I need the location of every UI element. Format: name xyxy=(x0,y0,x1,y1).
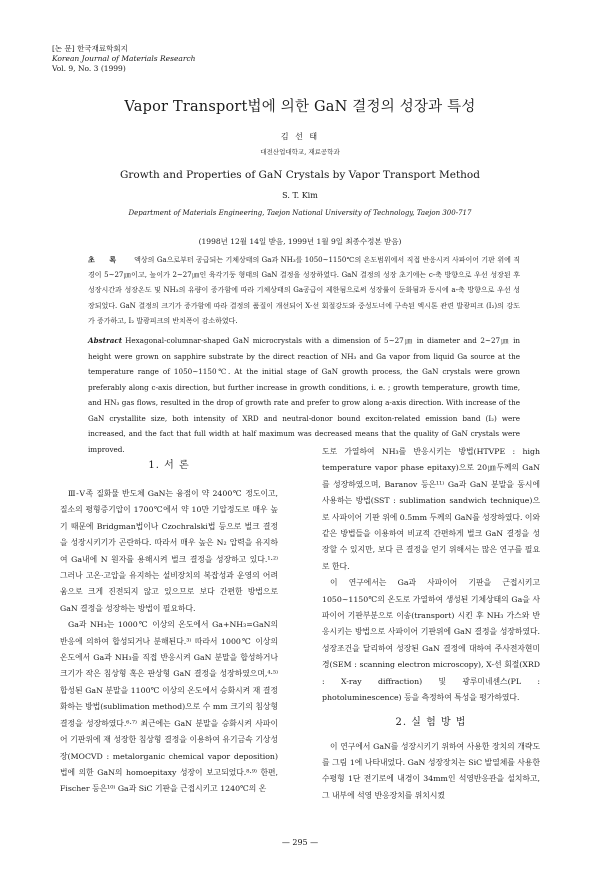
paper-title-ko: Vapor Transport법에 의한 GaN 결정의 성장과 특성 xyxy=(124,99,476,115)
section-heading-methods: 2. 실 험 방 법 xyxy=(395,716,467,728)
journal-name-ko: [논 문] 한국재료학회지 xyxy=(52,44,128,53)
journal-name-en: Korean Journal of Materials Research xyxy=(52,54,196,63)
abstract-ko-label: 초 록 xyxy=(88,255,123,264)
page-number: — 295 — xyxy=(281,838,319,847)
abstract-en-label: Abstract xyxy=(88,336,123,345)
abstract-en xyxy=(88,333,520,457)
body-paragraph: Ga과 NH₃는 1000℃ 이상의 온도에서 Ga+NH₃=GaN의 반응에 의하여 합성되거나 분해된다.³⁾ 따라서 1000℃ 이상의 온도에서 Ga과 NH₃를 직접 반응시켜 GaN 분말을 합성하거나 크기가 작은 침상형 혹은 판상형 GaN 결정을 성장하였으며,⁴·⁵⁾ 합성된 GaN 분말을 1100℃ 이상의 온도에서 승화시켜 재 결정화하는 방법(sublimation method)으로 수 mm 크기의 침상형 결정을 성장하였다.⁶·⁷⁾ 최근에는 GaN 분말을 승화시켜 사파이어 기판위에 재 성장한 침상형 결정을 이용하여 유기금속 기상성장(MOCVD : metalorganic chemical vapor deposition)법에 의한 GaN의 homoepitaxy 성장이 보고되었다.⁸·⁹⁾ 한편, Fischer 등은¹⁰⁾ Ga과 SiC 기판을 근접시키고 1240℃의 온 xyxy=(60,620,278,794)
author-ko: 김 선 태 xyxy=(280,132,320,141)
body-paragraph: 이 연구에서 GaN를 성장시키기 위하여 사용한 장치의 개략도를 그림 1에 나타내었다. GaN 성장장치는 SiC 발열체를 사용한 수평형 1단 전기로에 내경이 34mm인 석영반응관을 설치하고, 그 내부에 석영 반응장치를 위치시켰 xyxy=(322,741,540,800)
abstract-en-text: Hexagonal-columnar-shaped GaN microcrystals with a dimension of 5~27㎛ in diameter and 2~27㎛ in height were grown on sapphire substrate by the direct reaction of NH₃ and Ga vapor from liquid Ga source at the temperature range of 1050~1150℃. At the initial stage of GaN growth process, the GaN crystals were grown preferably along c-axis direction, but further increase in growth conditions, i. e. ; growth temperature, growth time, and HN₃ gas flows, resulted in the drop of growth rate and prefer to grow along a-axis direction. With increase of the GaN crystallite size, both intensity of XRD and neutral-donor bound exciton-related emission band (I₂) were increased, and the fact that full width at half maximum was decreased means that the quality of GaN crystals were improved. xyxy=(88,336,520,454)
author-en: S. T. Kim xyxy=(282,191,318,200)
abstract-ko xyxy=(88,252,520,329)
section-heading-introduction: 1. 서 론 xyxy=(148,460,190,471)
body-paragraph: 이 연구에서는 Ga과 사파이어 기판을 근접시키고 1050~1150℃의 온도로 가열하여 생성된 기체상태의 Ga을 사파이어 기판부분으로 이송(transport) 시킨 후 NH₃ 가스와 반응시키는 방법으로 사파이어 기판위에 GaN 결정을 성장하였다. 성장조건을 달리하여 성장된 GaN 결정에 대하여 주사전자현미경(SEM : scanning electron microscopy), X-선 회절(XRD : X-ray diffraction) 및 광루미네센스(PL : photoluminescence) 등을 측정하여 특성을 평가하였다. xyxy=(322,578,540,703)
affiliation-en: Department of Materials Engineering, Taejon National University of Technology, Taejon 300-717 xyxy=(128,209,472,217)
received-dates: (1998년 12월 14일 받음, 1999년 1월 9일 최종수정본 받음) xyxy=(198,237,402,246)
body-column-right xyxy=(322,444,540,804)
body-paragraph: 도로 가열하여 NH₃를 반응시키는 방법(HTVPE : high temperature vapor phase epitaxy)으로 20㎛두께의 GaN를 성장하였으며, Baranov 등은¹¹⁾ Ga과 GaN 분말을 동시에 사용하는 방법(SST : sublimation sandwich technique)으로 사파이어 기판 위에 0.5mm 두께의 GaN를 성장하였다. 이와 같은 방법들을 이용하여 비교적 간편하게 벌크 GaN 결정을 성장할 수 있지만, 보다 큰 결정을 얻기 위해서는 많은 연구를 필요로 한다. xyxy=(322,447,540,571)
paper-title-en: Growth and Properties of GaN Crystals by Vapor Transport Method xyxy=(120,169,480,181)
journal-header xyxy=(52,44,195,74)
body-column-left xyxy=(60,444,278,798)
abstract-ko-text: 액상의 Ga으로부터 공급되는 기체상태의 Ga과 NH₃를 1050~1150℃의 온도범위에서 직접 반응시켜 사파이어 기판 위에 직경이 5~27㎛이고, 높이가 2~27㎛인 육각기둥 형태의 GaN 결정을 성장하였다. GaN 결정의 성장 초기에는 c-축 방향으로 우선 성장된 후 성장시간과 성장온도 및 NH₃의 유량이 증가함에 따라 기체상태의 Ga공급이 제한됨으로써 성장률이 둔화됨과 동시에 a-축 방향으로 우선 성장되었다. GaN 결정의 크기가 증가함에 따라 결정의 품질이 개선되어 X-선 회절강도와 중성도너에 구속된 엑시톤 관련 발광피크 (I₂)의 강도가 증가하고, I₂ 발광피크의 반치폭이 감소하였다. xyxy=(88,256,521,325)
body-paragraph: Ⅲ-Ⅴ족 질화물 반도체 GaN는 융점이 약 2400℃ 정도이고, 질소의 평형증기압이 1700℃에서 약 10만 기압정도로 매우 높기 때문에 Bridgman법이나 Czochralski법 등으로 벌크 결정을 성장시키기가 곤란하다. 따라서 매우 높은 N₂ 압력을 유지하여 Ga내에 N 원자를 용해시켜 벌크 결정을 성장하고 있다.¹·²⁾ 그러나 고온·고압을 유지하는 설비장치의 복잡성과 운영의 어려움으로 크게 진전되지 않고 있으므로 보다 간편한 방법으로 GaN 결정을 성장하는 방법이 필요하다. xyxy=(60,489,278,613)
journal-volume: Vol. 9, No. 3 (1999) xyxy=(52,64,126,73)
affiliation-ko: 대전산업대학교, 재료공학과 xyxy=(260,148,340,156)
